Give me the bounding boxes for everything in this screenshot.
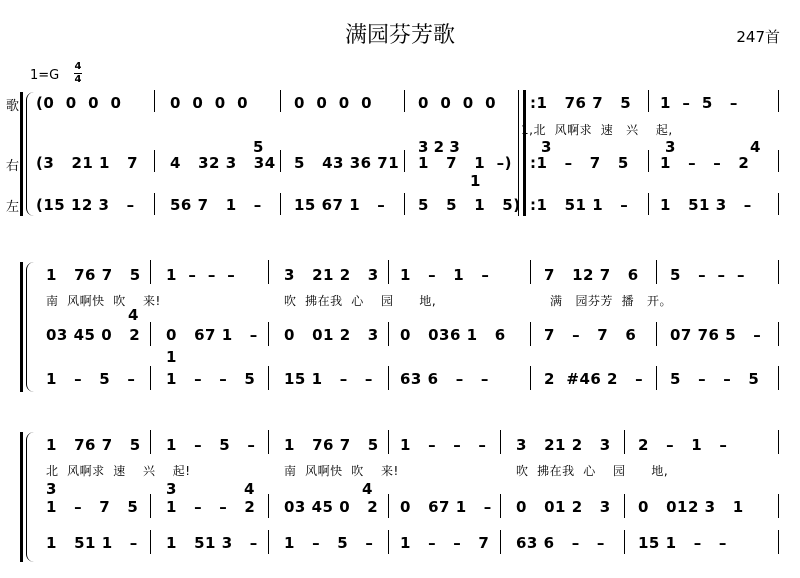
barline xyxy=(778,90,779,112)
lyrics-line: 满 园芬芳 播 开。 xyxy=(550,294,673,308)
chord-note: 5 xyxy=(253,138,264,156)
left-measure: 15 67 1 – xyxy=(294,196,386,214)
part-label-right: 右 xyxy=(6,159,20,174)
right-measure: 0 01 2 3 xyxy=(284,326,379,344)
left-measure: 1 – 5 – xyxy=(46,370,136,388)
barline xyxy=(388,530,389,554)
barline xyxy=(656,366,657,390)
barline xyxy=(268,260,269,284)
system-line xyxy=(20,432,23,562)
chord-note: 4 xyxy=(750,138,761,156)
barline xyxy=(280,90,281,112)
barline xyxy=(778,193,779,215)
barline xyxy=(388,366,389,390)
left-measure: 63 6 – – xyxy=(516,534,605,552)
key-signature: 1=G xyxy=(30,68,60,83)
chord-note: 3 xyxy=(541,138,552,156)
left-measure: 15 1 – – xyxy=(638,534,727,552)
voice-measure: 5 – – – xyxy=(670,266,745,284)
chord-note: 4 xyxy=(244,480,255,498)
barline xyxy=(150,322,151,346)
left-measure: 5 – – 5 xyxy=(670,370,760,388)
left-measure: 5 5 1 5) xyxy=(418,196,521,214)
right-measure: 03 45 0 2 xyxy=(46,326,141,344)
lyrics-line: 吹 拂在我 心 园 地, xyxy=(516,464,669,478)
lyrics-line: 南 风啊快 吹 来! xyxy=(46,294,161,308)
voice-measure: 1 76 7 5 xyxy=(284,436,379,454)
barline xyxy=(656,260,657,284)
lyrics-line: 吹 拂在我 心 园 地, xyxy=(284,294,437,308)
right-measure: 0 012 3 1 xyxy=(638,498,744,516)
left-measure: (15 12 3 – xyxy=(36,196,135,214)
voice-measure: 0 0 0 0 xyxy=(170,94,249,112)
barline xyxy=(388,322,389,346)
barline xyxy=(648,193,649,215)
right-measure: 0 01 2 3 xyxy=(516,498,611,516)
chord-note: 1 xyxy=(470,172,481,190)
time-bottom: 4 xyxy=(74,74,82,85)
voice-measure: 0 0 0 0 xyxy=(418,94,497,112)
barline xyxy=(154,150,155,172)
lyrics-line: 北 风啊求 速 兴 起! xyxy=(46,464,191,478)
left-measure: 1 51 3 – xyxy=(660,196,752,214)
barline xyxy=(500,530,501,554)
left-measure: 63 6 – – xyxy=(400,370,489,388)
right-measure: :1 – 7 5 xyxy=(530,154,629,172)
barline xyxy=(624,494,625,518)
left-measure: 1 – – 5 xyxy=(166,370,256,388)
barline xyxy=(530,322,531,346)
barline xyxy=(150,494,151,518)
time-signature xyxy=(74,62,82,85)
voice-measure: 2 – 1 – xyxy=(638,436,728,454)
barline xyxy=(280,193,281,215)
barline xyxy=(268,366,269,390)
chord-note: 3 2 3 xyxy=(418,138,460,156)
barline xyxy=(154,90,155,112)
barline xyxy=(648,150,649,172)
time-top: 4 xyxy=(74,61,82,72)
voice-measure: (0 0 0 0 xyxy=(36,94,122,112)
barline xyxy=(268,530,269,554)
barline xyxy=(268,494,269,518)
barline xyxy=(648,90,649,112)
chord-note: 4 xyxy=(128,306,139,324)
voice-measure: 1 – 1 – xyxy=(400,266,490,284)
lyrics-line: 南 风啊快 吹 来! xyxy=(284,464,399,478)
barline xyxy=(530,366,531,390)
right-measure: 5 43 36 71 xyxy=(294,154,400,172)
right-measure: 1 7 1 –) xyxy=(418,154,512,172)
barline xyxy=(778,530,779,554)
right-measure: 1 – 7 5 xyxy=(46,498,139,516)
barline xyxy=(656,322,657,346)
system-line xyxy=(20,262,23,392)
barline xyxy=(150,530,151,554)
barline xyxy=(778,322,779,346)
part-label-left: 左 xyxy=(6,200,20,215)
chord-note: 3 xyxy=(166,480,177,498)
barline xyxy=(154,193,155,215)
barline xyxy=(388,494,389,518)
song-title: 满园芬芳歌 xyxy=(344,23,455,48)
barline xyxy=(268,322,269,346)
left-measure: 1 – – 7 xyxy=(400,534,490,552)
barline xyxy=(500,494,501,518)
barline xyxy=(778,260,779,284)
repeat-barline-thick xyxy=(523,90,526,216)
barline xyxy=(404,90,405,112)
voice-measure: :1 76 7 5 xyxy=(530,94,632,112)
barline xyxy=(404,193,405,215)
left-measure: 1 51 3 – xyxy=(166,534,258,552)
chord-note: 3 xyxy=(665,138,676,156)
barline xyxy=(280,150,281,172)
barline xyxy=(404,150,405,172)
song-number: 247首 xyxy=(736,28,780,46)
right-measure: 0 036 1 6 xyxy=(400,326,506,344)
barline xyxy=(530,260,531,284)
voice-measure: 3 21 2 3 xyxy=(516,436,611,454)
brace xyxy=(26,262,36,392)
right-measure: 07 76 5 – xyxy=(670,326,762,344)
left-measure: 2 #46 2 – xyxy=(544,370,644,388)
left-measure: 15 1 – – xyxy=(284,370,373,388)
right-measure: 7 – 7 6 xyxy=(544,326,637,344)
right-measure: 03 45 0 2 xyxy=(284,498,379,516)
right-measure: 1 – – 2 xyxy=(660,154,750,172)
barline xyxy=(388,430,389,454)
barline xyxy=(268,430,269,454)
right-measure: 0 67 1 – xyxy=(166,326,258,344)
barline xyxy=(778,494,779,518)
brace xyxy=(26,92,36,216)
voice-measure: 1 – – – xyxy=(166,266,236,284)
brace xyxy=(26,432,36,562)
left-measure: :1 51 1 – xyxy=(530,196,629,214)
system-line xyxy=(20,92,23,216)
barline xyxy=(624,530,625,554)
part-label-voice: 歌 xyxy=(6,99,20,114)
right-measure: (3 21 1 7 xyxy=(36,154,139,172)
chord-note: 4 xyxy=(362,480,373,498)
barline xyxy=(778,150,779,172)
voice-measure: 1 76 7 5 xyxy=(46,436,141,454)
chord-note: 1 xyxy=(166,348,177,366)
barline xyxy=(150,260,151,284)
barline xyxy=(778,430,779,454)
voice-measure: 1 76 7 5 xyxy=(46,266,141,284)
barline xyxy=(150,430,151,454)
lyrics-line: 1,北 风啊求 速 兴 起, xyxy=(521,123,673,137)
right-measure: 4 32 3 34 xyxy=(170,154,276,172)
barline xyxy=(778,366,779,390)
barline xyxy=(388,260,389,284)
voice-measure: 1 – 5 – xyxy=(166,436,256,454)
voice-measure: 1 – 5 – xyxy=(660,94,738,112)
chord-note: 3 xyxy=(46,480,57,498)
voice-measure: 0 0 0 0 xyxy=(294,94,373,112)
voice-measure: 1 – – – xyxy=(400,436,487,454)
voice-measure: 3 21 2 3 xyxy=(284,266,379,284)
left-measure: 56 7 1 – xyxy=(170,196,262,214)
left-measure: 1 51 1 – xyxy=(46,534,138,552)
right-measure: 0 67 1 – xyxy=(400,498,492,516)
barline xyxy=(150,366,151,390)
right-measure: 1 – – 2 xyxy=(166,498,256,516)
barline xyxy=(624,430,625,454)
voice-measure: 7 12 7 6 xyxy=(544,266,639,284)
barline xyxy=(500,430,501,454)
left-measure: 1 – 5 – xyxy=(284,534,374,552)
